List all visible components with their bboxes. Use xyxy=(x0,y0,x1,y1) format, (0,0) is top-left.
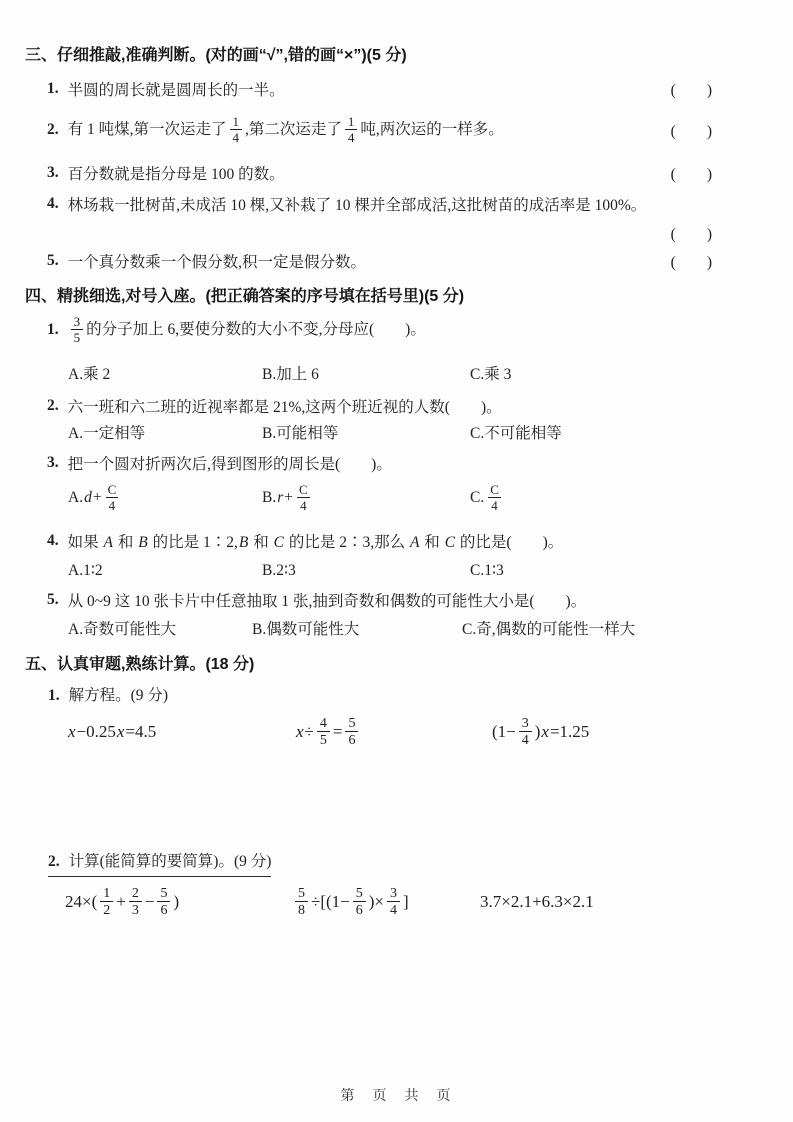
subsection-number: 1. xyxy=(48,687,60,704)
option-b: B. r + $\frac{C}{4}$ xyxy=(262,474,314,522)
option-a: A.乘 2 xyxy=(68,366,111,383)
s4-question-2-options xyxy=(68,422,712,442)
math-variable: C xyxy=(444,534,456,551)
equation-3: (1− $\frac{3}{4}$ ) x =1.25 xyxy=(492,715,590,748)
answer-bracket: ( ) xyxy=(670,123,712,140)
fraction: $\frac{4}{5}$ xyxy=(317,716,330,749)
question-number: 1. xyxy=(47,80,59,97)
question-number: 1. xyxy=(47,321,59,338)
question-number: 2. xyxy=(47,121,59,138)
option-c: C.奇,偶数的可能性一样大 xyxy=(462,621,636,638)
question-stem: $\frac{3}{5}$ 的分子加上 6,要使分数的大小不变,分母应( )。 xyxy=(68,315,712,346)
answer-bracket: ( ) xyxy=(670,166,712,183)
math-variable: d xyxy=(84,489,92,506)
math-variable: r xyxy=(277,489,284,506)
fraction: $\frac{C}{4}$ xyxy=(107,481,117,513)
fraction: $\frac{3}{4}$ xyxy=(387,886,400,919)
option-c: C.乘 3 xyxy=(470,366,512,383)
s3-question-4 xyxy=(47,194,712,214)
answer-bracket: ( ) xyxy=(670,82,712,99)
s4-question-3-options xyxy=(68,474,712,522)
page-footer: 第 页 共 页 xyxy=(340,1087,453,1103)
fraction: $\frac{5}{6}$ xyxy=(345,716,358,749)
answer-bracket: ( ) xyxy=(670,254,712,271)
math-variable: x xyxy=(116,722,125,741)
equations-row xyxy=(0,707,793,757)
question-text: 有 1 吨煤,第一次运走了 $\frac{1}{4}$ ,第二次运走了 $\frac{1}{4}$ 吨,两次运的一样多。 xyxy=(67,113,504,145)
question-number: 4. xyxy=(47,532,59,549)
fraction: $\frac{5}{8}$ xyxy=(295,886,308,919)
option-a: A.1∶2 xyxy=(68,561,103,579)
option-b: B.加上 6 xyxy=(262,366,319,383)
fraction: $\frac{3}{4}$ xyxy=(519,716,532,749)
subsection-text: 计算(能简算的要简算)。(9 分) xyxy=(68,853,272,870)
math-variable: x xyxy=(541,722,549,741)
question-number: 5. xyxy=(47,591,59,608)
question-text: 百分数就是指分母是 100 的数。 xyxy=(67,166,285,183)
fraction: $\frac{5}{6}$ xyxy=(353,886,366,919)
expressions-row xyxy=(0,876,793,928)
answer-bracket: ( ) xyxy=(670,226,712,243)
option-c: C.不可能相等 xyxy=(470,425,562,442)
question-text: 半圆的周长就是圆周长的一半。 xyxy=(67,82,285,99)
s4-question-1-options xyxy=(68,363,712,383)
option-a: A.一定相等 xyxy=(68,425,146,442)
math-variable: A xyxy=(103,534,113,551)
question-stem: 六一班和六二班的近视率都是 21%,这两个班近视的人数( )。 xyxy=(67,399,502,416)
fraction: $\frac{1}{4}$ xyxy=(345,115,358,146)
s3-question-4-bracket-row xyxy=(659,222,712,244)
question-text: 一个真分数乘一个假分数,积一定是假分数。 xyxy=(67,254,367,271)
fraction: $\frac{3}{5}$ xyxy=(71,315,84,346)
math-variable: B xyxy=(238,534,249,551)
question-stem: 从 0~9 这 10 张卡片中任意抽取 1 张,抽到奇数和偶数的可能性大小是( )。 xyxy=(67,593,587,610)
fraction: $\frac{5}{6}$ xyxy=(157,886,170,919)
s4-question-5 xyxy=(47,590,712,610)
s5-subsection-2-label xyxy=(48,849,271,877)
question-text: 林场栽一批树苗,未成活 10 棵,又补栽了 10 棵并全部成活,这批树苗的成活率是 100%。 xyxy=(67,197,647,214)
s3-question-2 xyxy=(47,106,712,154)
s4-question-5-options xyxy=(68,618,712,638)
math-variable: x xyxy=(296,722,304,741)
equation-1: x −0.25 x =4.5 xyxy=(68,722,157,741)
math-variable: C xyxy=(273,534,284,551)
option-c: C.1∶3 xyxy=(470,561,504,579)
option-b: B.可能相等 xyxy=(262,425,339,442)
s4-question-4 xyxy=(47,531,712,551)
question-number: 2. xyxy=(47,397,59,414)
s4-question-4-options xyxy=(68,560,712,580)
option-c: C. $\frac{C}{4}$ xyxy=(470,474,505,522)
question-number: 5. xyxy=(47,252,59,269)
math-variable: x xyxy=(68,722,76,741)
s4-question-2 xyxy=(47,396,712,416)
equation-2: x ÷ $\frac{4}{5}$ = $\frac{5}{6}$ xyxy=(295,707,361,757)
fraction: $\frac{C}{4}$ xyxy=(299,481,308,513)
section5-title: 五、认真审题,熟练计算。(18 分) xyxy=(25,656,255,673)
subsection-number: 2. xyxy=(48,853,60,870)
subsection-text: 解方程。(9 分) xyxy=(68,687,169,704)
s5-subsection-1-label xyxy=(48,683,168,705)
s3-question-5 xyxy=(47,251,712,271)
s4-question-1 xyxy=(47,306,712,354)
expression-1: 24×( $\frac{1}{2}$ + $\frac{2}{3}$ − $\frac{5}{6}$ ) xyxy=(65,885,180,918)
fraction: $\frac{C}{4}$ xyxy=(490,481,499,513)
section4-title: 四、精挑细选,对号入座。(把正确答案的序号填在括号里)(5 分) xyxy=(25,288,465,305)
fraction: $\frac{1}{2}$ xyxy=(100,886,113,919)
option-b: B.偶数可能性大 xyxy=(252,621,360,638)
expression-2: $\frac{5}{8}$ ÷[(1− $\frac{5}{6}$ )× $\frac{3}{4}$ ] xyxy=(292,876,409,928)
math-variable: A xyxy=(409,534,420,551)
option-a: A.奇数可能性大 xyxy=(68,621,177,638)
section3-title: 三、仔细推敲,准确判断。(对的画“√”,错的画“×”)(5 分) xyxy=(25,47,407,64)
expression-3: 3.7×2.1+6.3×2.1 xyxy=(480,892,594,911)
fraction: $\frac{2}{3}$ xyxy=(129,886,142,919)
question-number: 3. xyxy=(47,454,59,471)
question-stem: 把一个圆对折两次后,得到图形的周长是( )。 xyxy=(67,456,392,473)
s4-question-3 xyxy=(47,453,712,473)
s3-question-3 xyxy=(47,163,712,183)
option-a: A. d + $\frac{C}{4}$ xyxy=(68,474,122,522)
option-b: B.2∶3 xyxy=(262,561,296,579)
underlined-label xyxy=(48,849,271,877)
question-number: 3. xyxy=(47,164,59,181)
math-variable: B xyxy=(138,534,148,551)
fraction: $\frac{1}{4}$ xyxy=(230,115,243,146)
question-number: 4. xyxy=(47,195,59,212)
s3-question-1 xyxy=(47,79,712,99)
question-stem: 如果 A 和 B 的比是 1∶2,B 和 C 的比是 2∶3,那么 A 和 C 的比是( )。 xyxy=(67,534,564,551)
